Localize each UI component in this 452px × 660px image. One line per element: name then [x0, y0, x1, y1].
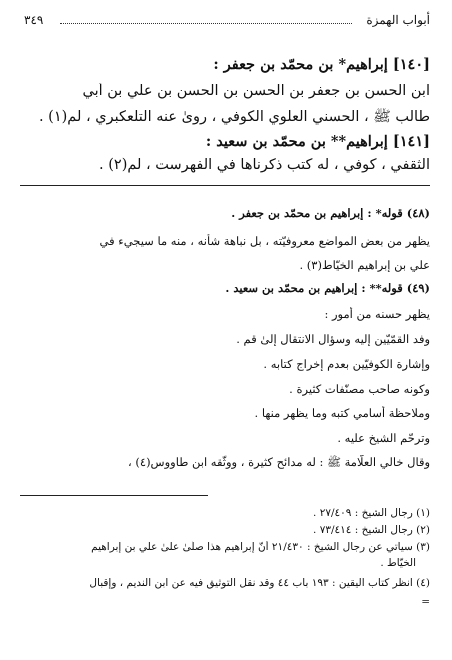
footnote: (٤) انظر كتاب اليقين : ١٩٣ باب ٤٤ وقد نقل التوثيق فيه عن ابن النديم ، وإقبال [89, 577, 430, 589]
footnote-divider [20, 495, 208, 496]
commentary-line: وفد القمّيّين إليه وسؤال الانتقال إلىٰ قم . [236, 332, 430, 346]
commentary-line: وكونه صاحب مصنّفات كثيرة . [289, 382, 430, 396]
header-dotted-leader [60, 23, 352, 24]
section-divider [20, 185, 430, 186]
commentary-heading: (٤٨) قوله* : إبراهيم بن محمّد بن جعفر . [231, 206, 430, 220]
continuation-mark: = [421, 596, 430, 608]
footnote: (١) رجال الشيخ : ٢٧/٤٠٩ . [313, 507, 430, 519]
entry-text-line: ابن الحسن بن جعفر بن الحسن بن الحسن بن علي بن أبي [82, 83, 430, 99]
commentary-line: يظهر من بعض المواضع معروفيّته ، بل نباهة شأنه ، منه ما سيجيء في [99, 234, 430, 248]
running-title: أبواب الهمزة [366, 13, 430, 27]
commentary-line: علي بن إبراهيم الخيّاط(٣) . [299, 258, 430, 272]
commentary-heading: (٤٩) قوله** : إبراهيم بن محمّد بن سعيد . [225, 281, 430, 295]
commentary-line: يظهر حسنه من أُمور : [324, 307, 430, 321]
page-number: ٣٤٩ [24, 13, 44, 27]
commentary-line: وترحّم الشيخ عليه . [337, 431, 430, 445]
footnote: (٢) رجال الشيخ : ٧٣/٤١٤ . [313, 524, 430, 536]
commentary-line: وقال خالي العلّامة ﷺ : له مدائح كثيرة ، ووثّقه ابن طاووس(٤) ، [128, 455, 430, 469]
entry-heading: [١٤٠] إبراهيم* بن محمّد بن جعفر : [213, 56, 430, 73]
commentary-line: وإشارة الكوفيّين بعدم إخراج كتابه . [263, 357, 430, 371]
footnote: (٣) سيأتي عن رجال الشيخ : ٢١/٤٣٠ أنّ إبراهيم هذا صلّىٰ علىٰ علي بن إبراهيم [91, 541, 430, 553]
document-page [20, 0, 430, 660]
page-header [20, 13, 430, 31]
commentary-line: وملاحظة أسامي كتبه وما يظهر منها . [254, 406, 430, 420]
entry-text-line: الثقفي ، كوفي ، له كتب ذكرناها في الفهرست ، لم(٢) . [99, 157, 430, 173]
footnote-continuation: الخيّاط . [380, 557, 416, 569]
entry-text-line: طالب ﷺ ، الحسني العلوي الكوفي ، روىٰ عنه التلعكبري ، لم(١) . [38, 109, 430, 125]
entry-heading: [١٤١] إبراهيم** بن محمّد بن سعيد : [205, 133, 430, 150]
